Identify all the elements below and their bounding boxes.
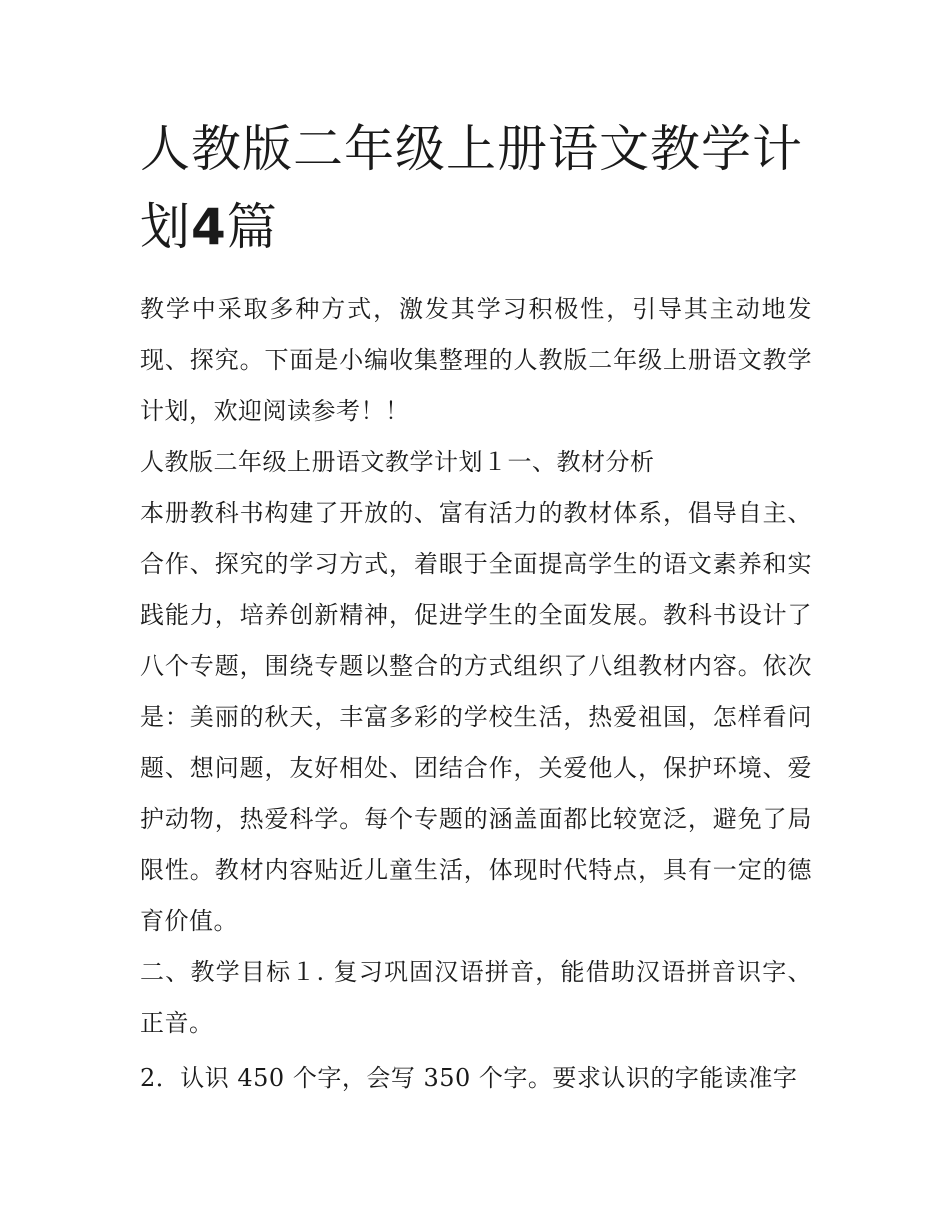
intro-paragraph: 教学中采取多种方式，激发其学习积极性，引导其主动地发现、探究。下面是小编收集整理的人教版二年级上册语文教学计划，欢迎阅读参考！！ bbox=[140, 295, 812, 425]
textbook-analysis-paragraph: 本册教科书构建了开放的、富有活力的教材体系，倡导自主、合作、探究的学习方式，着眼于全面提高学生的语文素养和实践能力，培养创新精神，促进学生的全面发展。教科书设计了八个专题，围绕专题以整合的方式组织了八组教材内容。依次是：美丽的秋天，丰富多彩的学校生活，热爱祖国，怎样看问题、想问题，友好相处、团结合作，关爱他人，保护环境、爱护动物，热爱科学。每个专题的涵盖面都比较宽泛，避免了局限性。教材内容贴近儿童生活，体现时代特点，具有一定的德育价值。 bbox=[140, 499, 812, 935]
document-title bbox=[140, 110, 812, 266]
title-text: 人教版二年级上册语文教学计划 bbox=[140, 120, 803, 256]
section-heading-plan-1: 人教版二年级上册语文教学计划１一、教材分析 bbox=[140, 448, 655, 476]
teaching-goals-paragraph: 二、教学目标１. 复习巩固汉语拼音，能借助汉语拼音识字、正音。 bbox=[140, 958, 812, 1037]
title-suffix: 篇 bbox=[226, 198, 278, 256]
title-number: 4 bbox=[191, 198, 227, 256]
goal-2-paragraph: 2．认识 450 个字，会写 350 个字。要求认识的字能读准字 bbox=[140, 1064, 798, 1092]
document-page bbox=[140, 110, 812, 1104]
